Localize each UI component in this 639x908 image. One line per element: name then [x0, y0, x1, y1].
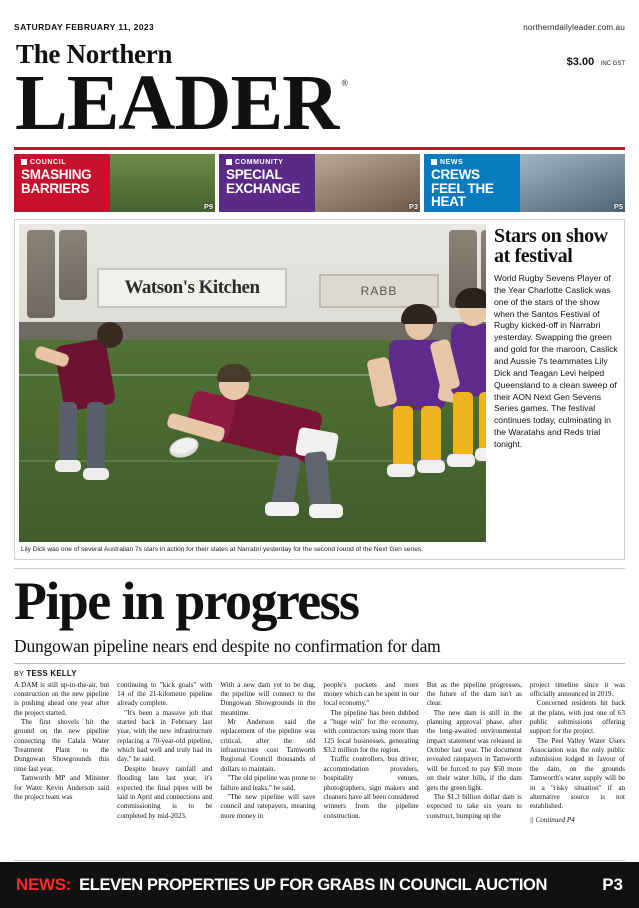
promo-card-news[interactable] — [424, 154, 625, 212]
paragraph: The pipeline has been dubbed a "huge win" for the economy, with contractors using more than 125 local businesses, generating $3.2 million for the region. — [323, 708, 419, 755]
article-column-1 — [14, 681, 109, 825]
promo-kicker-label: COMMUNITY — [235, 158, 284, 166]
paragraph: But as the pipeline progresses, the future of the dam isn't as clear. — [426, 680, 522, 708]
hero-photo-caption: Lily Dick was one of several Australian 7s stars in action for their states at Narrabri yesterday for the second round of the Next Gen series. — [21, 545, 424, 553]
promo-page-ref-news: P5 — [613, 201, 623, 211]
byline-prefix: BY — [14, 668, 25, 678]
promo-headline-news: CREWS FEEL THE HEAT — [431, 166, 494, 210]
cover-price-amount: $3.00 — [566, 56, 595, 68]
square-bullet-icon — [226, 159, 232, 165]
section-divider — [14, 568, 625, 569]
hero-sidebar-body: World Rugby Sevens Player of the Year Charlotte Caslick was one of the stars of the show when the Santos Festival of Rugby kicked-off in Narrabri yesterday. Swapping the green and gold for the maroon, Caslick and Aussie 7s teammates Lily Dick and Teagan Levi helped Queensland to a clean sweep of their AON Next Gen Sevens Series games. The festival continues today, culminating in the Waratahs and Reds trial tonight. — [494, 272, 618, 449]
square-bullet-icon — [21, 159, 27, 165]
bottom-banner-text: ELEVEN PROPERTIES UP FOR GRABS IN COUNCIL AUCTION — [79, 875, 547, 894]
paragraph: Mr Anderson said the replacement of the pipeline was critical, after the old infrastructure cost Tamworth Regional Council thousands of dollars to maintain. — [220, 718, 316, 773]
promo-strip — [14, 154, 625, 212]
promo-photo-news — [520, 154, 625, 212]
paragraph: project timeline since it was officially announced in 2019. — [529, 680, 626, 698]
bottom-banner-page: P3 — [602, 875, 623, 894]
paragraph: The Peel Valley Water Users Association was the only public submission lodged in favour of the dam, on the grounds Tamworth's water supply will be in a "risky situation" if an alternative source is not established. — [529, 736, 626, 811]
bottom-promo-banner[interactable] — [0, 862, 639, 908]
promo-photo-council — [110, 154, 215, 212]
cover-price-note: INC GST — [600, 61, 625, 67]
paragraph: With a new dam yet to be dug, the pipeline will connect to the Dungowan Showgrounds in the meantime. — [220, 680, 316, 717]
promo-card-council[interactable] — [14, 154, 215, 212]
paragraph: A DAM is still up-in-the-air, but construction on the new pipeline is pushing ahead one year after the project started. — [14, 680, 110, 717]
paragraph: Tamworth MP and Minister for Water Kevin Anderson said the project team was — [14, 774, 110, 801]
masthead-divider — [14, 147, 625, 150]
hero-feature — [14, 219, 625, 560]
article-column-4 — [324, 681, 419, 825]
promo-card-community[interactable] — [219, 154, 420, 212]
promo-kicker-community — [226, 159, 309, 166]
paragraph: "The old pipeline was prone to failure and leaks," he said. — [220, 774, 316, 792]
masthead-line-1: The Northern — [16, 39, 173, 69]
promo-photo-community — [315, 154, 420, 212]
registered-trademark-icon: ® — [341, 78, 349, 89]
byline-author: TESS KELLY — [26, 668, 77, 678]
masthead — [14, 39, 625, 148]
promo-kicker-news — [431, 159, 514, 166]
promo-page-ref-council: P9 — [203, 201, 213, 211]
promo-headline-council: SMASHING BARRIERS — [21, 166, 92, 196]
paragraph: Traffic controllers, bus driver, accommodation providers, hospitality venues, photographers, sign makers and cleaners have all been considered winners from the pipeline construction. — [323, 755, 419, 820]
cover-price — [567, 52, 625, 70]
article-columns — [14, 681, 625, 825]
promo-headline-community: SPECIAL EXCHANGE — [226, 166, 301, 196]
paragraph: "It's been a massive job that started back in February last year, with the new infrastructure replacing a 70-year-old pipeline, which had well and truly had its day," he said. — [117, 708, 213, 764]
rugby-ball — [167, 434, 201, 461]
promo-kicker-label: COUNCIL — [30, 158, 67, 166]
paragraph: The $1.3 billion dollar dam is expected to take six years to construct, bumping up the — [426, 792, 522, 820]
bottom-banner-label: NEWS: — [16, 875, 72, 894]
byline — [14, 669, 625, 678]
top-bar — [14, 0, 625, 38]
promo-page-ref-community: P3 — [408, 201, 418, 211]
paragraph: Concerned residents hit back at the plans, with just one of 63 public submissions offering support for the project. — [529, 699, 626, 736]
article-column-3 — [220, 681, 315, 825]
square-bullet-icon — [431, 159, 437, 165]
article-column-6 — [530, 681, 625, 825]
promo-kicker-council — [21, 159, 104, 166]
website-url[interactable]: northerndailyleader.com.au — [523, 23, 625, 32]
article-column-5 — [427, 681, 522, 825]
paragraph: people's pockets and more money which can be spent in our local economy." — [323, 680, 419, 708]
edition-date: SATURDAY FEBRUARY 11, 2023 — [14, 22, 155, 32]
footer-divider — [14, 860, 625, 861]
rugby-sevens-action-photo — [19, 224, 486, 542]
stadium-banner-text: Watson's Kitchen — [97, 268, 287, 308]
hero-sidebar-story — [494, 224, 620, 555]
lead-subheadline-divider — [14, 663, 625, 664]
continued-reference: || Continued P4 — [529, 815, 575, 824]
lead-story — [14, 570, 626, 825]
paragraph: continuing to "kick goals" with 14 of the 21-kilometre pipeline already complete. — [117, 680, 213, 708]
hero-sidebar-title: Stars on show at festival — [494, 224, 608, 268]
promo-kicker-label: NEWS — [440, 158, 464, 166]
masthead-line-2: LEADER — [15, 60, 339, 148]
paragraph: The first shovels hit the ground on the new pipeline connecting the Calala Water Treatment Plant to the Dungowan Showgrounds this time last year. — [14, 718, 110, 773]
paragraph: Despite heavy rainfall and flooding late last year, it's expected the final pipes will be laid in April and connections and commissioning is to be completed by mid-2023. — [117, 764, 213, 820]
lead-headline: Pipe in progress — [14, 570, 359, 631]
lead-subheadline: Dungowan pipeline nears end despite no confirmation for dam — [14, 635, 441, 656]
article-column-2 — [117, 681, 212, 825]
paragraph: "The new pipeline will save council and ratepayers, meaning more money in — [220, 792, 316, 820]
paragraph: The new dam is still in the planning approval phase, after the long-awaited environmental impact statement was released in October last year. The document revealed ratepayers in Tamworth will be forced to pay $50 more on their water bills, if the dam gets the green light. — [426, 708, 522, 792]
stadium-banner-text-2: RABB — [319, 274, 439, 308]
hero-photo-block — [19, 224, 486, 555]
